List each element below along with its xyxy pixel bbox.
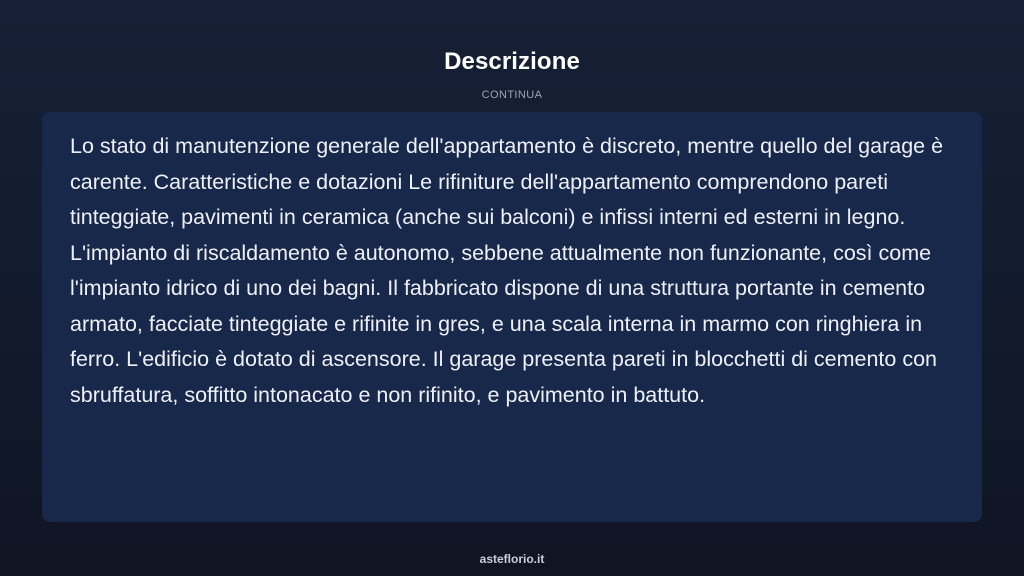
description-card [42,112,982,522]
footer-bar [0,543,1024,576]
site-name: asteflorio.it [479,552,545,566]
page-title: Descrizione [444,48,580,75]
slide-header [0,0,1024,112]
description-text: Lo stato di manutenzione generale dell'appartamento è discreto, mentre quello del garage è carente. Caratteristiche e dotazioni Le rifiniture dell'appartamento comprendono pareti tinteggiate, pavimenti in ceramica (anche sui balconi) e infissi interni ed esterni in legno. L'impianto di riscaldamento è autonomo, sebbene attualmente non funzionante, così come l'impianto idrico di uno dei bagni. Il fabbricato dispone di una struttura portante in cemento armato, facciate tinteggiate e rifinite in gres, e una scala interna in marmo con ringhiera in ferro. L'edificio è dotato di ascensore. Il garage presenta pareti in blocchetti di cemento con sbruffatura, soffitto intonacato e non rifinito, e pavimento in battuto. [70,134,944,407]
continue-label: CONTINUA [481,89,543,101]
